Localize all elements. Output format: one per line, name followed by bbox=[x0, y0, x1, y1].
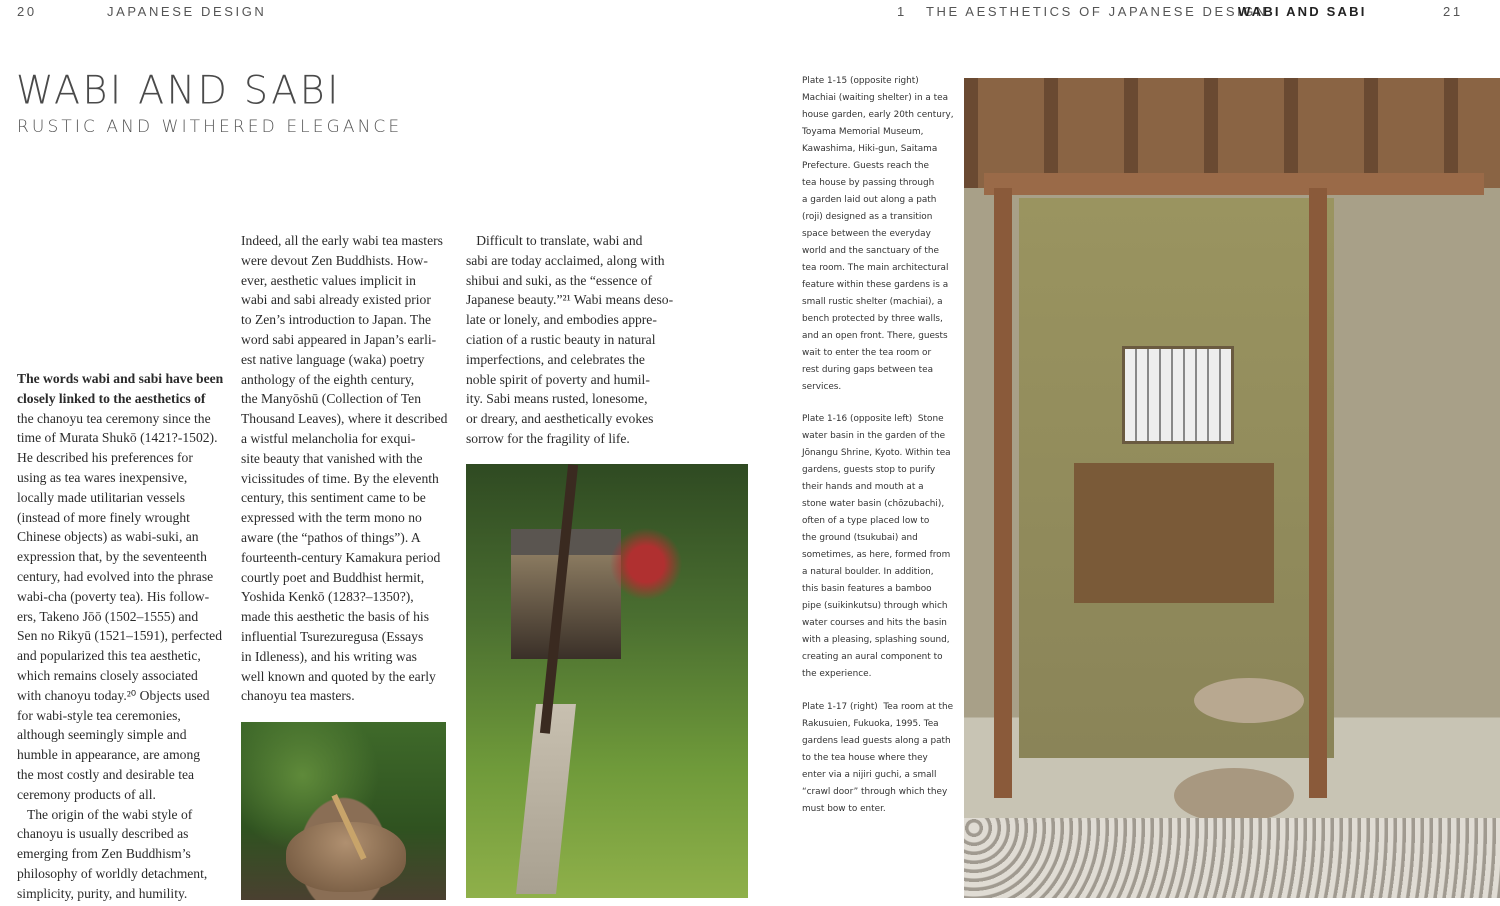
text-line: their hands and mouth at a bbox=[802, 482, 924, 492]
text-line: expressed with the term mono no bbox=[241, 510, 422, 526]
chapter-title: THE AESTHETICS OF JAPANESE DESIGN bbox=[926, 4, 1268, 19]
text-line: “crawl door” through which they bbox=[802, 787, 948, 797]
chapter-number: 1 bbox=[897, 4, 907, 19]
text-line: which remains closely associated bbox=[17, 667, 198, 683]
text-line: chanoyu tea masters. bbox=[241, 688, 355, 704]
text-line: Prefecture. Guests reach the bbox=[802, 161, 929, 171]
text-line: anthology of the eighth century, bbox=[241, 371, 415, 387]
text-line: Difficult to translate, wabi and bbox=[466, 233, 643, 248]
text-line: stone water basin (chōzubachi), bbox=[802, 499, 945, 509]
text-line: He described his preferences for bbox=[17, 450, 193, 466]
text-line: creating an aural component to bbox=[802, 652, 943, 662]
section-title: WABI AND SABI bbox=[1238, 4, 1367, 19]
text-line: Sen no Rikyū (1521–1591), perfected bbox=[17, 628, 222, 644]
text-line: sabi are today acclaimed, along with bbox=[466, 252, 665, 268]
article-title: WABI AND SABI bbox=[16, 67, 341, 113]
text-line: feature within these gardens is a bbox=[802, 280, 949, 290]
text-line: to Zen’s introduction to Japan. The bbox=[241, 312, 432, 328]
text-line: wabi and sabi already existed prior bbox=[241, 292, 431, 308]
text-line: courtly poet and Buddhist hermit, bbox=[241, 569, 425, 585]
text-line: imperfections, and celebrates the bbox=[466, 351, 645, 367]
body-column-2 bbox=[241, 231, 447, 706]
tea-garden-path-photo bbox=[466, 464, 748, 898]
text-line: Thousand Leaves), where it described bbox=[241, 411, 448, 427]
text-line: emerging from Zen Buddhism’s bbox=[17, 846, 191, 862]
text-line: although seemingly simple and bbox=[17, 727, 187, 743]
stepping-stone bbox=[1194, 678, 1304, 723]
text-line: Indeed, all the early wabi tea masters bbox=[241, 233, 443, 248]
text-line: philosophy of worldly detachment, bbox=[17, 865, 208, 881]
text-line: well known and quoted by the early bbox=[241, 668, 436, 684]
right-page-number: 21 bbox=[1443, 4, 1463, 19]
text-line: sometimes, as here, formed from bbox=[802, 550, 951, 560]
text-line: using as tea wares inexpensive, bbox=[17, 469, 188, 485]
gravel-bed bbox=[964, 818, 1500, 898]
text-line: often of a type placed low to bbox=[802, 516, 930, 526]
text-line: (roji) designed as a transition bbox=[802, 212, 933, 222]
text-line: and popularized this tea aesthetic, bbox=[17, 648, 201, 664]
text-line: Plate 1-17 (right) Tea room at the bbox=[802, 702, 954, 712]
text-line: Plate 1-16 (opposite left) Stone bbox=[802, 414, 944, 424]
text-line: gardens, guests stop to purify bbox=[802, 465, 936, 475]
caption-plate-1-16 bbox=[802, 411, 952, 683]
text-line: a garden laid out along a path bbox=[802, 195, 937, 205]
text-line: est native language (waka) poetry bbox=[241, 351, 425, 367]
stone-water-basin-photo bbox=[241, 722, 446, 900]
text-line: The words wabi and sabi have been bbox=[17, 371, 224, 386]
text-line: enter via a nijiri guchi, a small bbox=[802, 770, 937, 780]
text-line: Jōnangu Shrine, Kyoto. Within tea bbox=[802, 448, 951, 458]
text-line: influential Tsurezuregusa (Essays bbox=[241, 628, 424, 644]
text-line: the experience. bbox=[802, 669, 872, 679]
body-column-1 bbox=[17, 369, 223, 904]
text-line: site beauty that vanished with the bbox=[241, 450, 423, 466]
text-line: tea room. The main architectural bbox=[802, 263, 949, 273]
text-line: Machiai (waiting shelter) in a tea bbox=[802, 93, 949, 103]
text-line: Yoshida Kenkō (1283?–1350?), bbox=[241, 589, 414, 605]
text-line: Plate 1-15 (opposite right) bbox=[802, 76, 919, 86]
text-line: ceremony products of all. bbox=[17, 786, 156, 802]
text-line: (instead of more finely wrought bbox=[17, 509, 190, 525]
text-line: water basin in the garden of the bbox=[802, 431, 946, 441]
text-line: century, this sentiment came to be bbox=[241, 490, 426, 506]
text-line: the most costly and desirable tea bbox=[17, 766, 195, 782]
roof-beam bbox=[984, 173, 1484, 195]
wooden-post bbox=[994, 188, 1012, 798]
text-line: made this aesthetic the basis of his bbox=[241, 609, 430, 625]
text-line: chanoyu is usually described as bbox=[17, 826, 189, 842]
stepping-stone bbox=[1174, 768, 1294, 823]
text-line: space between the everyday bbox=[802, 229, 931, 239]
body-column-3 bbox=[466, 231, 673, 449]
text-line: house garden, early 20th century, bbox=[802, 110, 954, 120]
nijiri-guchi-door bbox=[1074, 463, 1274, 603]
text-line: for wabi-style tea ceremonies, bbox=[17, 707, 181, 723]
caption-plate-1-17 bbox=[802, 699, 952, 818]
text-line: ciation of a rustic beauty in natural bbox=[466, 331, 656, 347]
text-line: Toyama Memorial Museum, bbox=[802, 127, 924, 137]
text-line: with a pleasing, splashing sound, bbox=[802, 635, 950, 645]
text-line: the ground (tsukubai) and bbox=[802, 533, 918, 543]
text-line: time of Murata Shukō (1421?-1502). bbox=[17, 430, 218, 446]
text-line: services. bbox=[802, 382, 842, 392]
text-line: were devout Zen Buddhists. How- bbox=[241, 252, 428, 268]
article-subtitle: RUSTIC AND WITHERED ELEGANCE bbox=[17, 117, 403, 137]
caption-plate-1-15 bbox=[802, 73, 952, 396]
text-line: Rakusuien, Fukuoka, 1995. Tea bbox=[802, 719, 939, 729]
text-line: the Manyōshū (Collection of Ten bbox=[241, 391, 422, 407]
text-line: to the tea house where they bbox=[802, 753, 928, 763]
text-line: expression that, by the seventeenth bbox=[17, 549, 207, 565]
text-line: rest during gaps between tea bbox=[802, 365, 934, 375]
text-line: ity. Sabi means rusted, lonesome, bbox=[466, 391, 648, 407]
text-line: word sabi appeared in Japan’s earli- bbox=[241, 331, 437, 347]
text-line: vicissitudes of time. By the eleventh bbox=[241, 470, 439, 486]
text-line: century, had evolved into the phrase bbox=[17, 568, 214, 584]
text-line: or dreary, and aesthetically evokes bbox=[466, 411, 654, 427]
text-line: sorrow for the fragility of life. bbox=[466, 430, 630, 446]
text-line: and an open front. There, guests bbox=[802, 331, 948, 341]
text-line: locally made utilitarian vessels bbox=[17, 489, 185, 505]
text-line: bench protected by three walls, bbox=[802, 314, 943, 324]
text-line: tea house by passing through bbox=[802, 178, 935, 188]
text-line: humble in appearance, are among bbox=[17, 747, 201, 763]
text-line: aware (the “pathos of things”). A bbox=[241, 529, 421, 545]
text-line: shibui and suki, as the “essence of bbox=[466, 272, 653, 288]
text-line: Japanese beauty.”²¹ Wabi means deso- bbox=[466, 292, 674, 308]
text-line: this basin features a bamboo bbox=[802, 584, 932, 594]
wooden-post bbox=[1309, 188, 1327, 798]
text-line: gardens lead guests along a path bbox=[802, 736, 951, 746]
text-line: The origin of the wabi style of bbox=[17, 806, 193, 822]
text-line: world and the sanctuary of the bbox=[802, 246, 939, 256]
basin-stone bbox=[286, 822, 406, 892]
text-line: wait to enter the tea room or bbox=[802, 348, 932, 358]
text-line: Kawashima, Hiki-gun, Saitama bbox=[802, 144, 938, 154]
text-line: Chinese objects) as wabi-suki, an bbox=[17, 529, 199, 545]
lattice-window bbox=[1122, 346, 1234, 444]
text-line: simplicity, purity, and humility. bbox=[17, 885, 188, 901]
text-line: a natural boulder. In addition, bbox=[802, 567, 934, 577]
text-line: ers, Takeno Jōō (1502–1555) and bbox=[17, 608, 199, 624]
text-line: small rustic shelter (machiai), a bbox=[802, 297, 943, 307]
text-line: in Idleness), and his writing was bbox=[241, 648, 417, 664]
left-page-number: 20 bbox=[17, 4, 37, 19]
text-line: with chanoyu today.²⁰ Objects used bbox=[17, 687, 210, 703]
rakusuien-tea-room-photo bbox=[964, 78, 1500, 898]
text-line: noble spirit of poverty and humil- bbox=[466, 371, 650, 387]
text-line: late or lonely, and embodies appre- bbox=[466, 312, 657, 328]
text-line: pipe (suikinkutsu) through which bbox=[802, 601, 948, 611]
text-line: water courses and hits the basin bbox=[802, 618, 947, 628]
text-line: a wistful melancholia for exqui- bbox=[241, 430, 416, 446]
left-running-title: JAPANESE DESIGN bbox=[107, 4, 267, 19]
text-line: closely linked to the aesthetics of bbox=[17, 390, 206, 406]
text-line: must bow to enter. bbox=[802, 804, 886, 814]
text-line: fourteenth-century Kamakura period bbox=[241, 549, 441, 565]
roof-rafters bbox=[964, 78, 1500, 188]
red-foliage bbox=[601, 524, 691, 604]
text-line: ever, aesthetic values implicit in bbox=[241, 272, 416, 288]
text-line: the chanoyu tea ceremony since the bbox=[17, 410, 211, 426]
text-line: wabi-cha (poverty tea). His follow- bbox=[17, 588, 210, 604]
